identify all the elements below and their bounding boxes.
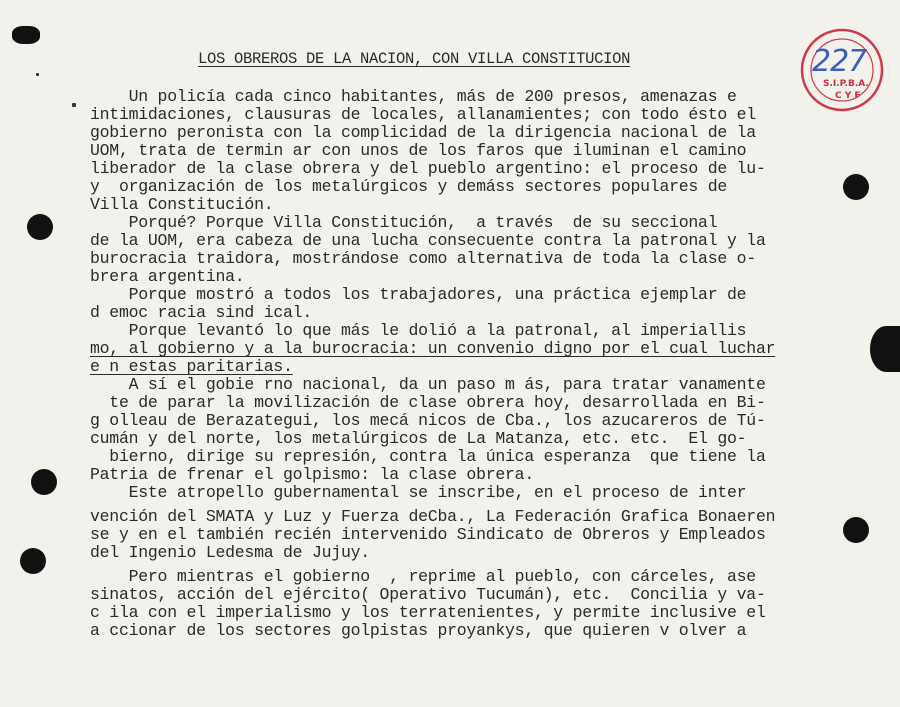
text-line: g olleau de Berazategui, los mecá nicos de Cba., los azucareros de Tú- [90, 411, 766, 430]
text-line: de la UOM, era cabeza de una lucha consecuente contra la patronal y la [90, 231, 766, 250]
punch-hole-left-middle [31, 469, 57, 495]
text-line: Este atropello gubernamental se inscribe, en el proceso de inter [90, 483, 747, 502]
text-line: Porque mostró a todos los trabajadores, una práctica ejemplar de [90, 285, 747, 304]
text-line: cumán y del norte, los metalúrgicos de La Matanza, etc. etc. El go- [90, 429, 747, 448]
text-line: gobierno peronista con la complicidad de la dirigencia nacional de la [90, 123, 756, 142]
text-line: burocracia traidora, mostrándose como alternativa de toda la clase o- [90, 249, 756, 268]
text-line: e n estas paritarias. [90, 357, 293, 376]
punch-hole-top-right [843, 174, 869, 200]
text-line: y organización de los metalúrgicos y demáss sectores populares de [90, 177, 728, 196]
text-line: d emoc racia sind ical. [90, 303, 312, 322]
text-line: sinatos, acción del ejército( Operativo Tucumán), etc. Concilia y va- [90, 585, 766, 604]
page-number: 227 [812, 44, 867, 79]
text-line: se y en el también recién intervenido Sindicato de Obreros y Empleados [90, 525, 766, 544]
text-line: mo, al gobierno y a la burocracia: un convenio digno por el cual luchar [90, 339, 776, 358]
document-title: LOS OBREROS DE LA NACION, CON VILLA CONSTITUCION [198, 50, 631, 68]
text-line: Villa Constitución. [90, 195, 274, 214]
text-line: brera argentina. [90, 267, 245, 286]
text-line: intimidaciones, clausuras de locales, allanamientes; con todo ésto el [90, 105, 756, 124]
text-line: Un policía cada cinco habitantes, más de 200 presos, amenazas e [90, 87, 737, 106]
text-line: c ila con el imperialismo y los terratenientes, y permite inclusive el [90, 603, 766, 622]
punch-hole-left-upper [27, 214, 53, 240]
text-line: Porque levantó lo que más le dolió a la patronal, al imperiallis [90, 321, 747, 340]
text-line: del Ingenio Ledesma de Jujuy. [90, 543, 370, 562]
text-line: Porqué? Porque Villa Constitución, a través de su seccional [90, 213, 718, 232]
text-line: a ccionar de los sectores golpistas proyankys, que quieren v olver a [90, 621, 747, 640]
text-line: liberador de la clase obrera y del pueblo argentino: el proceso de lu- [90, 159, 766, 178]
stamp-line-1: S.I.P.B.A. [823, 79, 869, 89]
punch-hole-right-middle [870, 326, 900, 372]
punch-hole-top-left [12, 26, 40, 44]
text-line: bierno, dirige su represión, contra la única esperanza que tiene la [90, 447, 766, 466]
punch-hole-right-lower [843, 517, 869, 543]
stamp-line-2: C Y F [835, 91, 861, 101]
text-line: A sí el gobie rno nacional, da un paso m ás, para tratar vanamente [90, 375, 766, 394]
margin-mark [36, 73, 39, 76]
margin-mark [72, 103, 76, 107]
punch-hole-left-lower [20, 548, 46, 574]
text-line: vención del SMATA y Luz y Fuerza deCba., La Federación Grafica Bonaeren [90, 507, 776, 526]
text-line: te de parar la movilización de clase obrera hoy, desarrollada en Bi- [90, 393, 766, 412]
text-line: UOM, trata de termin ar con unos de los faros que iluminan el camino [90, 141, 747, 160]
text-line: Pero mientras el gobierno , reprime al pueblo, con cárceles, ase [90, 567, 756, 586]
text-line: Patria de frenar el golpismo: la clase obrera. [90, 465, 534, 484]
